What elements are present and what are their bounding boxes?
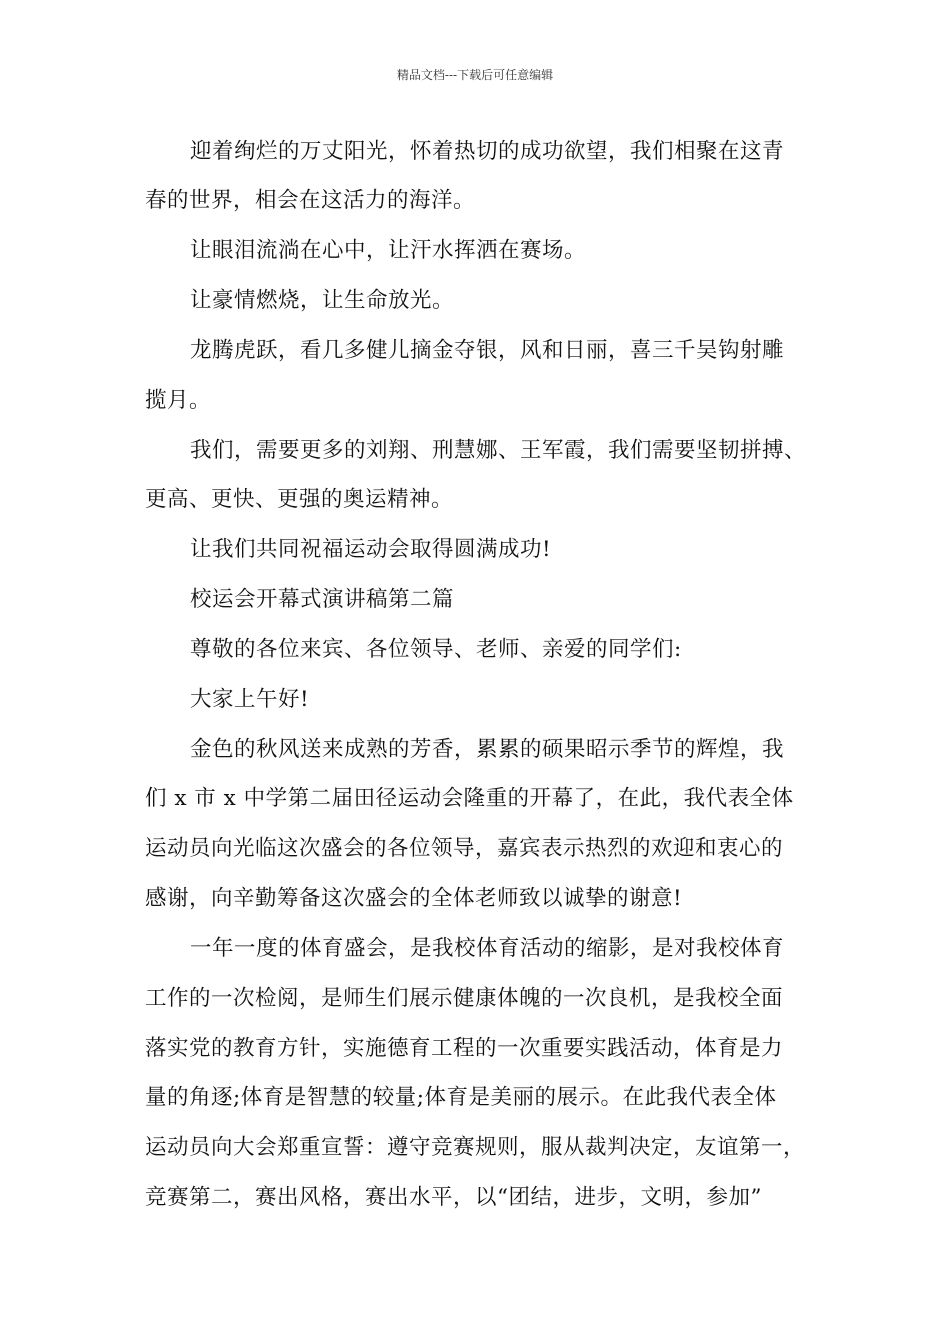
text-line: 金色的秋风送来成熟的芳香，累累的硕果昭示季节的辉煌，我 [190,737,785,762]
text-line: 尊敬的各位来宾、各位领导、老师、亲爱的同学们: [190,637,682,662]
text-line: 让眼泪流淌在心中，让汗水挥洒在赛场。 [190,238,587,263]
text-line: 迎着绚烂的万丈阳光，怀着热切的成功欲望，我们相聚在这青 [190,139,785,164]
text-line: 运动员向大会郑重宣誓：遵守竞赛规则，服从裁判决定，友谊第一， [145,1135,806,1160]
text-line: 们 x 市 x 中学第二届田径运动会隆重的开幕了，在此，我代表全体 [145,786,794,811]
text-line: 我们，需要更多的刘翔、刑慧娜、王军霞，我们需要坚韧拼搏、 [190,438,807,463]
page-header: 精品文档---下载后可任意编辑 [396,68,554,82]
text-line: 落实党的教育方针，实施德育工程的一次重要实践活动，体育是力 [145,1036,784,1061]
text-line: 更高、更快、更强的奥运精神。 [145,487,454,512]
text-line: 运动员向光临这次盛会的各位领导，嘉宾表示热烈的欢迎和衷心的 [145,836,784,861]
section-heading: 校运会开幕式演讲稿第二篇 [190,587,455,612]
text-line: 大家上午好! [190,687,310,712]
text-line: 量的角逐;体育是智慧的较量;体育是美丽的展示。在此我代表全体 [145,1085,777,1110]
text-line: 工作的一次检阅，是师生们展示健康体魄的一次良机，是我校全面 [145,986,784,1011]
text-line: 让我们共同祝福运动会取得圆满成功! [190,537,552,562]
text-line: 龙腾虎跃，看几多健儿摘金夺银，风和日丽，喜三千吴钩射雕 [190,338,785,363]
text-line: 感谢，向辛勤筹备这次盛会的全体老师致以诚挚的谢意! [145,886,683,911]
text-line: 一年一度的体育盛会，是我校体育活动的缩影，是对我校体育 [190,936,785,961]
text-line: 春的世界，相会在这活力的海洋。 [145,188,476,213]
text-line: 让豪情燃烧，让生命放光。 [190,288,455,313]
text-line: 揽月。 [145,388,212,413]
text-line: 竞赛第二，赛出风格，赛出水平，以“团结，进步，文明，参加” [145,1185,762,1210]
